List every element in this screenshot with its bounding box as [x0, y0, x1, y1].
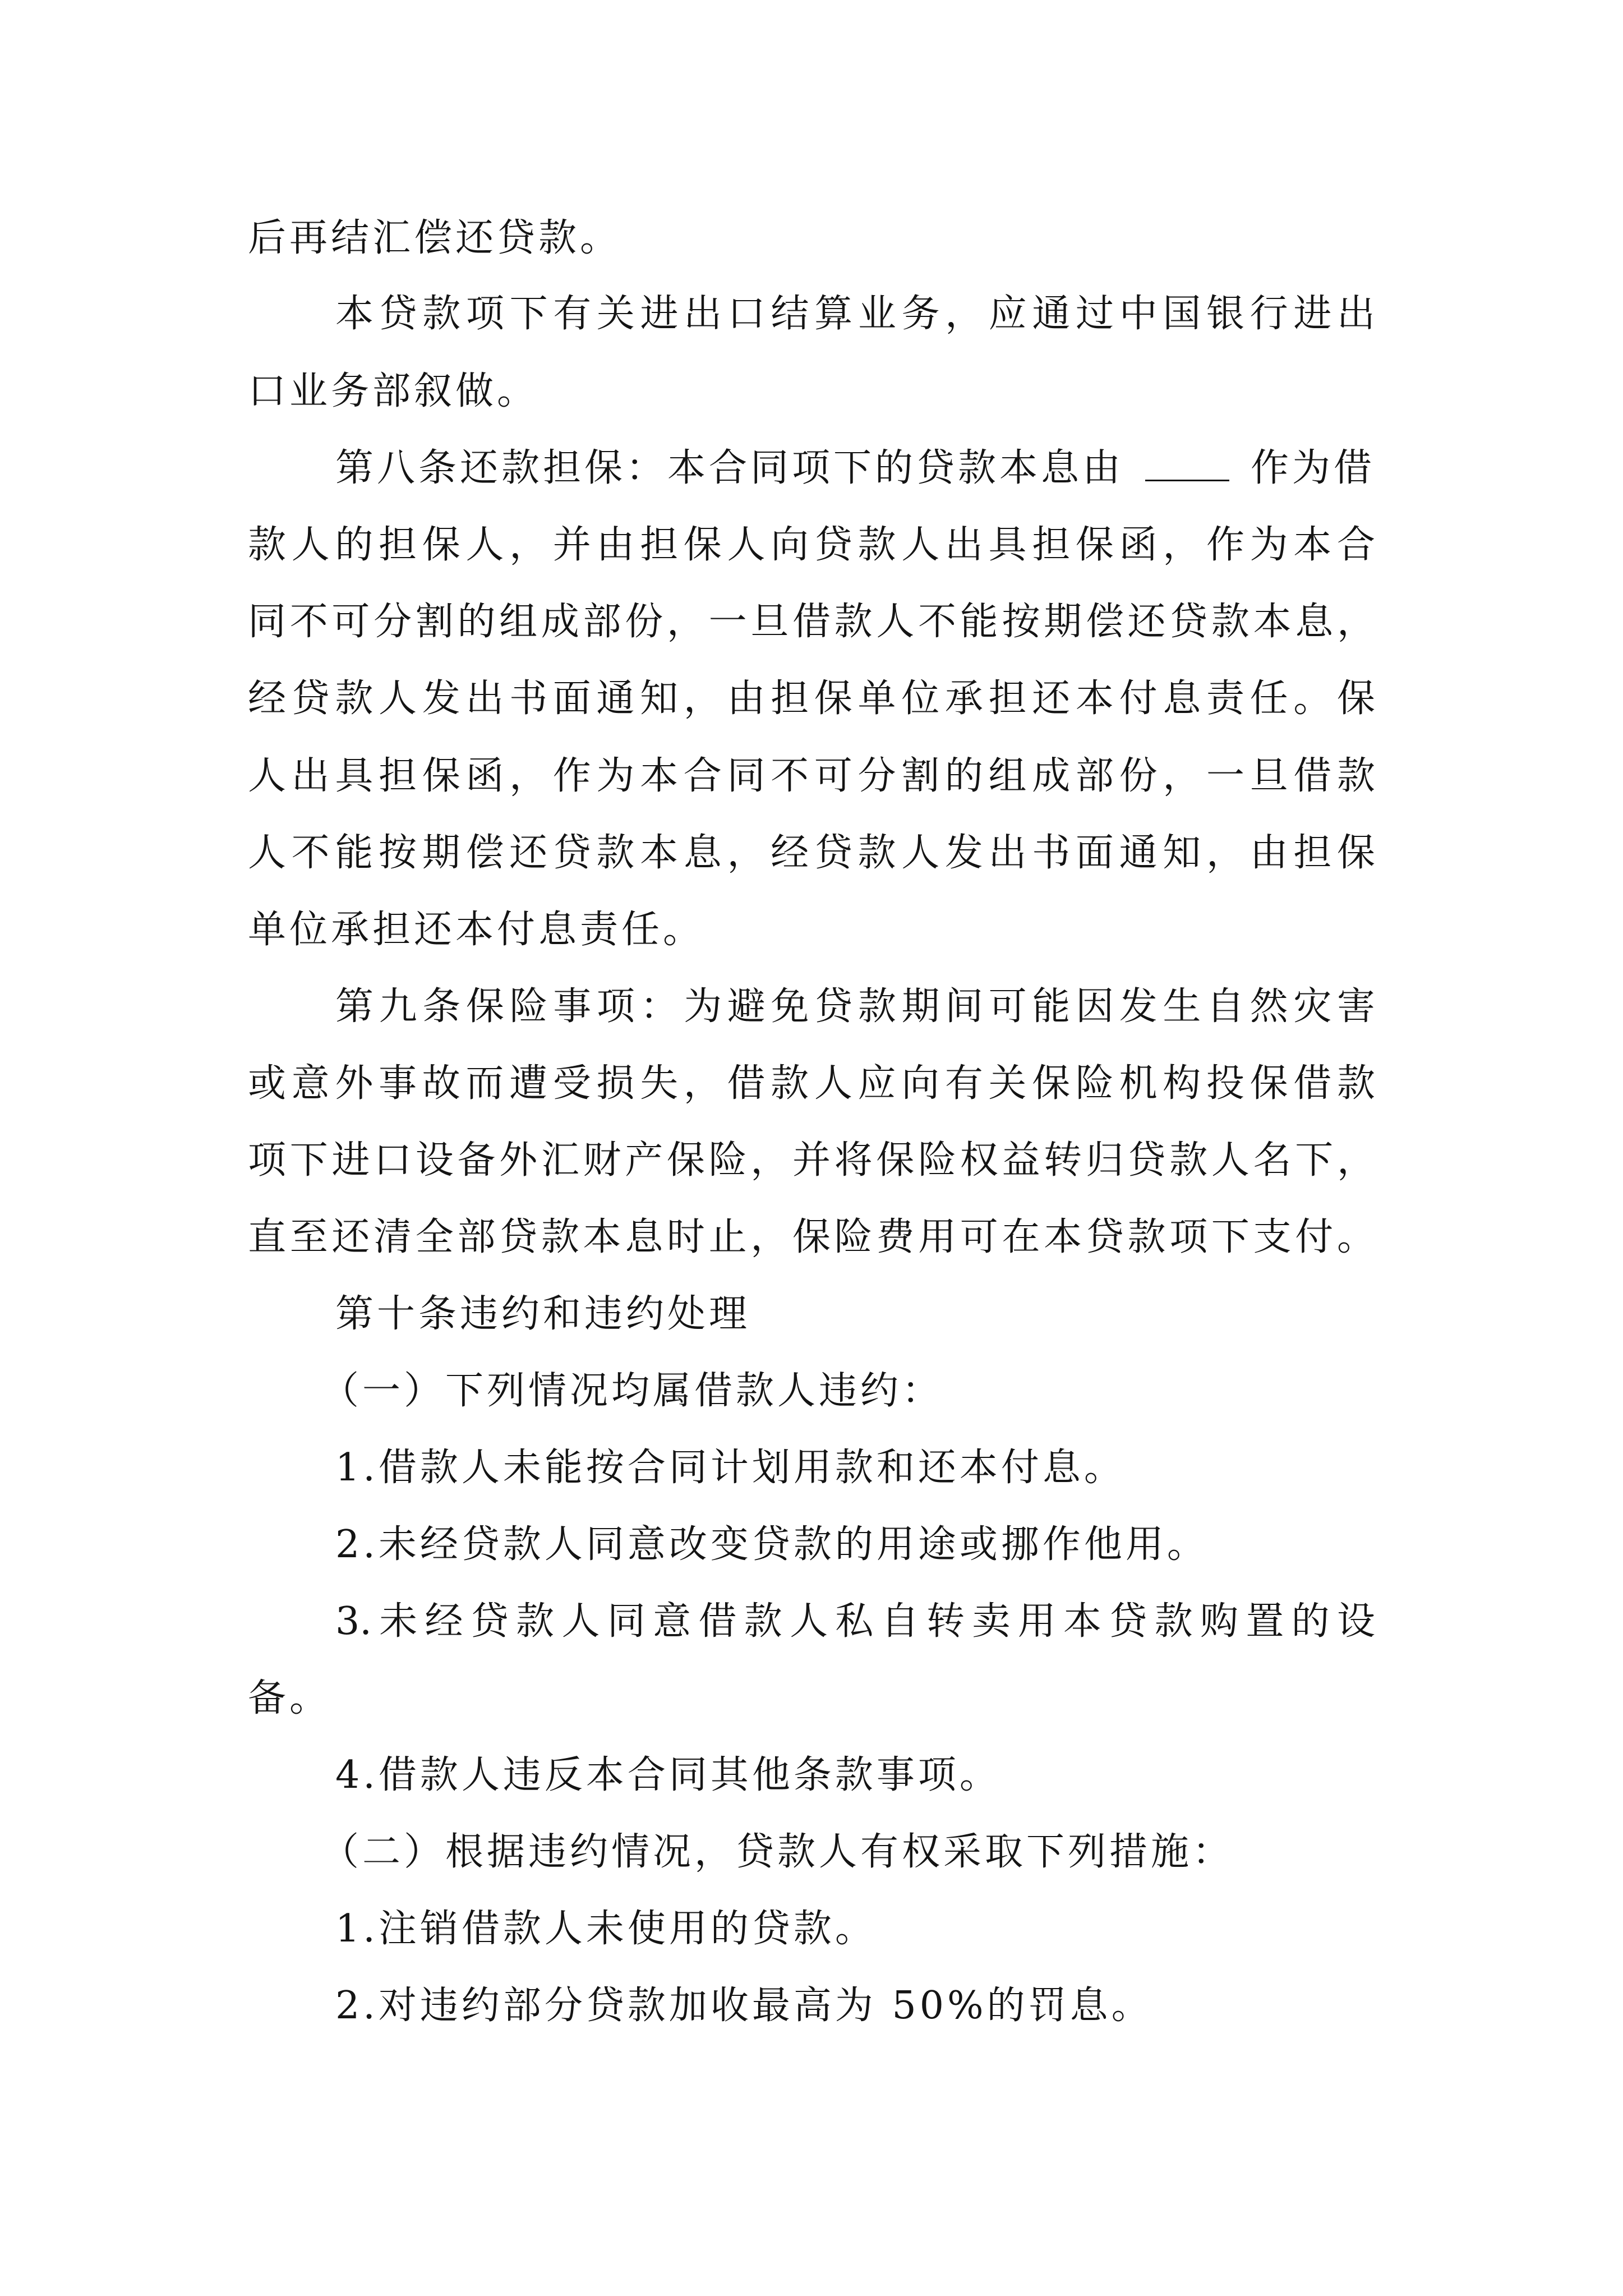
text-line: 或意外事故而遭受损失，借款人应向有关保险机构投保借款: [248, 1061, 1375, 1106]
article-8-first-line: [335, 446, 1375, 491]
list-item: 2.对违约部分贷款加收最高为 50%的罚息。: [335, 1984, 1153, 2028]
text-line: （二）根据违约情况，贷款人有权采取下列措施：: [321, 1830, 1234, 1874]
text-line: （一）下列情况均属借款人违约：: [321, 1369, 944, 1413]
text-line: 同不可分割的组成部份，一旦借款人不能按期偿还贷款本息，: [248, 600, 1375, 644]
list-item: 1.注销借款人未使用的贷款。: [335, 1907, 877, 1951]
section-heading: 第十条违约和违约处理: [335, 1292, 751, 1336]
text-line: 直至还清全部贷款本息时止，保险费用可在本贷款项下支付。: [248, 1215, 1375, 1259]
list-item: 3.未经贷款人同意借款人私自转卖用本贷款购置的设: [335, 1599, 1375, 1644]
text-line: 款人的担保人，并由担保人向贷款人出具担保函，作为本合: [248, 523, 1375, 567]
text-line: 单位承担还本付息责任。: [248, 908, 705, 952]
text-line: 口业务部叙做。: [248, 369, 539, 413]
list-item: 1.借款人未能按合同计划用款和还本付息。: [335, 1446, 1126, 1490]
list-item: 2.未经贷款人同意改变贷款的用途或挪作他用。: [335, 1522, 1209, 1567]
text-line: 人出具担保函，作为本合同不可分割的组成部份，一旦借款: [248, 754, 1375, 798]
text-line: 本贷款项下有关进出口结算业务，应通过中国银行进出: [335, 292, 1375, 336]
text-line: 经贷款人发出书面通知，由担保单位承担还本付息责任。保: [248, 677, 1375, 721]
guarantor-blank: [1145, 446, 1229, 481]
text-line: 人不能按期偿还贷款本息，经贷款人发出书面通知，由担保: [248, 831, 1375, 875]
text-line: 第九条保险事项：为避免贷款期间可能因发生自然灾害: [335, 984, 1375, 1029]
text-segment: 第八条还款担保：本合同项下的贷款本息由: [335, 446, 1124, 490]
list-item: 4.借款人违反本合同其他条款事项。: [335, 1753, 1001, 1797]
text-line: 项下进口设备外汇财产保险，并将保险权益转归贷款人名下，: [248, 1138, 1375, 1182]
text-line: 后再结汇偿还贷款。: [248, 216, 622, 260]
text-segment: 作为借: [1250, 446, 1375, 490]
text-line: 备。: [248, 1676, 331, 1720]
